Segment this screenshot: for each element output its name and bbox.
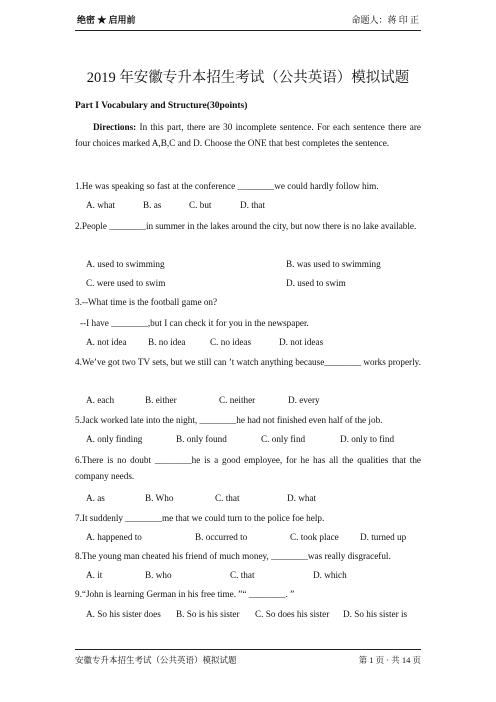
directions-paragraph: [75, 120, 421, 151]
section-heading: Part I Vocabulary and Structure(30points): [75, 101, 248, 111]
question-5-stem: 5.Jack worked late into the night, ________he had not finished even half of the job.: [75, 415, 383, 425]
question-1-stem: 1.He was speaking so fast at the conference ________we could hardly follow him.: [75, 181, 379, 191]
directions-text: In this part, there are 30 incomplete sentence. For each sentence there are four choices marked A,B,C and D. Choose the ONE that best completes the sentence.: [75, 122, 421, 148]
question-3-option-a[interactable]: A. not idea: [86, 337, 127, 347]
footer-title: 安徽专升本招生考试（公共英语）模拟试题: [75, 655, 237, 665]
question-9-option-b[interactable]: B. So is his sister: [176, 609, 240, 619]
page-header: [75, 8, 421, 31]
question-8-option-b[interactable]: B. who: [145, 570, 172, 580]
question-5-option-b[interactable]: B. only found: [176, 434, 227, 444]
page-footer: [75, 649, 421, 665]
question-2-option-d[interactable]: D. used to swim: [286, 278, 346, 288]
question-4-option-c[interactable]: C. neither: [219, 395, 256, 405]
question-2-stem: 2.People ________in summer in the lakes around the city, but now there is no lake available.: [75, 221, 417, 231]
question-5-option-c[interactable]: C. only find: [261, 434, 306, 444]
question-8-option-d[interactable]: D. which: [313, 570, 347, 580]
question-7-option-c[interactable]: C. took place: [290, 532, 339, 542]
question-3-stem: 3.--What time is the football game on?: [75, 297, 218, 307]
question-7-stem: 7.It suddenly ________me that we could turn to the police foe help.: [75, 513, 325, 523]
question-6-stem: 6.There is no doubt ________he is a good employee, for he has all the qualities that the company needs.: [75, 455, 421, 481]
question-4-option-d[interactable]: D. every: [288, 395, 320, 405]
question-2-option-b[interactable]: B. was used to swimming: [286, 259, 381, 269]
exam-title: 2019 年安徽专升本招生考试（公共英语）模拟试题: [86, 70, 410, 86]
question-9-stem: 9.“John is learning German in his free time. ”“ ________. ”: [75, 589, 295, 599]
directions-label: Directions:: [93, 122, 137, 132]
question-7-option-a[interactable]: A. happened to: [86, 532, 142, 542]
question-8-stem: 8.The young man cheated his friend of much money, ________was really disgraceful.: [75, 551, 391, 561]
question-1-option-d[interactable]: D. that: [240, 200, 266, 210]
question-4-stem: 4.We’ve got two TV sets, but we still can ’t watch anything because________ works properly.: [75, 357, 421, 367]
question-5-option-d[interactable]: D. only to find: [340, 434, 395, 444]
author-label: 命题人：蒋 印 正: [351, 15, 419, 25]
question-4-option-b[interactable]: B. either: [145, 395, 177, 405]
question-5-option-a[interactable]: A. only finding: [86, 434, 143, 444]
question-1-option-c[interactable]: C. but: [189, 200, 212, 210]
confidential-label: 绝密 ★ 启用前: [77, 15, 136, 25]
question-3-option-c[interactable]: C. no ideas: [210, 337, 252, 347]
question-4-option-a[interactable]: A. each: [86, 395, 115, 405]
question-2-option-a[interactable]: A. used to swimming: [86, 259, 165, 269]
question-6-option-d[interactable]: D. what: [287, 493, 317, 503]
question-3-stem-reply: --I have ________,but I can check it for you in the newspaper.: [80, 318, 309, 328]
question-8-option-a[interactable]: A. it: [86, 570, 103, 580]
question-6-option-c[interactable]: C. that: [215, 493, 240, 503]
question-6-option-b[interactable]: B. Who: [145, 493, 174, 503]
question-2-option-c[interactable]: C. were used to swim: [86, 278, 166, 288]
page-number: 第 1 页 · 共 14 页: [358, 655, 421, 665]
question-6-option-a[interactable]: A. as: [86, 493, 105, 503]
question-8-option-c[interactable]: C. that: [230, 570, 255, 580]
question-7-option-b[interactable]: B. occurred to: [195, 532, 248, 542]
question-7-option-d[interactable]: D. turned up: [360, 532, 407, 542]
question-3-option-d[interactable]: D. not ideas: [279, 337, 324, 347]
question-1-option-b[interactable]: B. as: [143, 200, 162, 210]
question-9-option-d[interactable]: D. So his sister is: [343, 609, 408, 619]
question-1-option-a[interactable]: A. what: [86, 200, 116, 210]
question-9-option-c[interactable]: C. So does his sister: [255, 609, 330, 619]
question-9-option-a[interactable]: A. So his sister does: [86, 609, 161, 619]
question-3-option-b[interactable]: B. no idea: [148, 337, 186, 347]
